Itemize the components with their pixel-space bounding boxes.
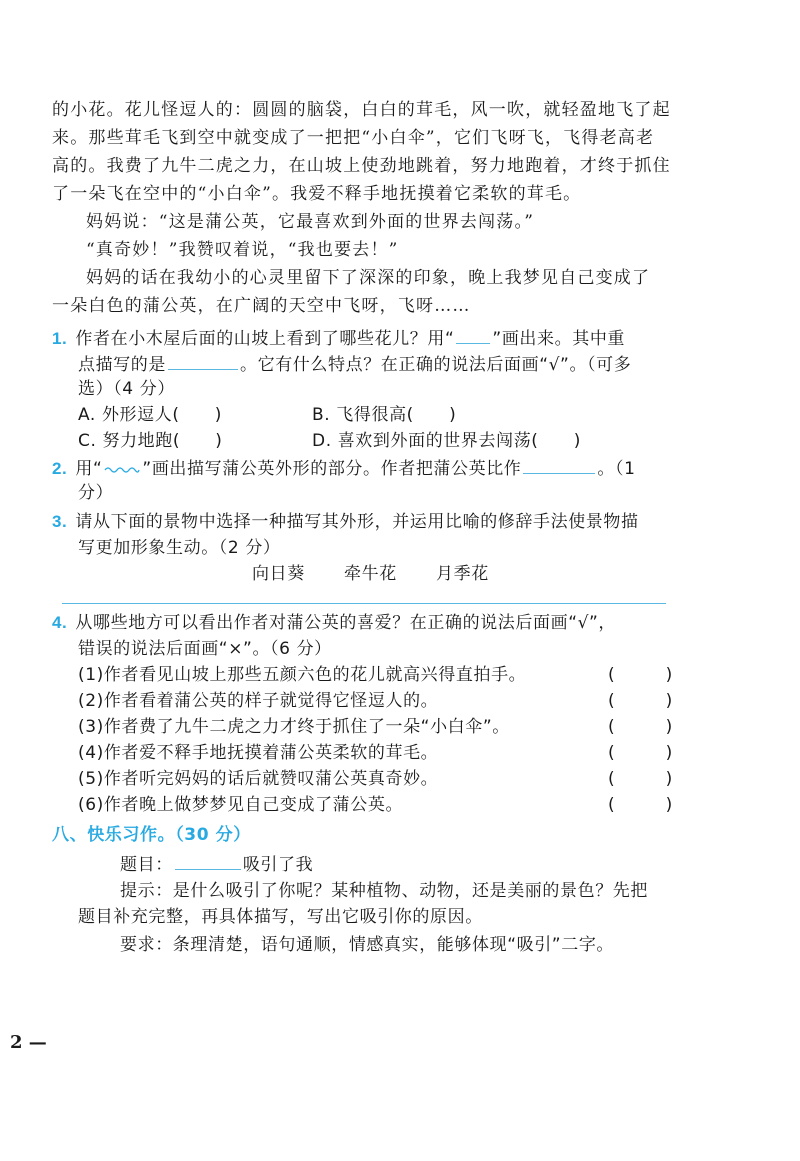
title-blank[interactable]	[175, 851, 241, 870]
answer-line[interactable]	[62, 603, 666, 604]
passage-line: 高的。我费了九牛二虎之力，在山坡上使劲地跳着，努力地跑着，才终于抓住	[52, 156, 671, 176]
question-text: 错误的说法后面画“×”。（6 分）	[78, 639, 332, 659]
passage-line: 一朵白色的蒲公英，在广阔的天空中飞呀，飞呀……	[52, 296, 471, 316]
answer-parentheses[interactable]: ( )	[608, 665, 673, 685]
question-number: 4.	[52, 613, 68, 632]
title-suffix: 吸引了我	[242, 855, 314, 875]
question-text: 分）	[78, 483, 114, 503]
judgement-item: (6)作者晚上做梦梦见自己变成了蒲公英。	[78, 795, 404, 815]
question-text: ”画出描写蒲公英外形的部分。作者把蒲公英比作	[142, 459, 522, 479]
judgement-item: (1)作者看见山坡上那些五颜六色的花儿就高兴得直拍手。	[78, 665, 527, 685]
wavy-line-icon	[104, 460, 140, 474]
option-d[interactable]: D. 喜欢到外面的世界去闯荡( )	[312, 431, 581, 451]
passage-line: 了一朵飞在空中的“小白伞”。我爱不释手地抚摸着它柔软的茸毛。	[52, 184, 582, 204]
passage-line: 妈妈说：“这是蒲公英，它最喜欢到外面的世界去闯荡。”	[86, 212, 535, 232]
judgement-item: (4)作者爱不释手地抚摸着蒲公英柔软的茸毛。	[78, 743, 439, 763]
question-number: 3.	[52, 512, 68, 531]
judgement-item: (2)作者看着蒲公英的样子就觉得它怪逗人的。	[78, 691, 439, 711]
question-text: 用“	[75, 459, 103, 479]
judgement-item: (3)作者费了九牛二虎之力才终于抓住了一朵“小白伞”。	[78, 717, 510, 737]
answer-parentheses[interactable]: ( )	[608, 795, 673, 815]
question-text: 。它有什么特点？在正确的说法后面画“√”。（可多	[240, 355, 632, 375]
option-a[interactable]: A. 外形逗人( )	[78, 405, 223, 425]
question-text: 选）（4 分）	[78, 379, 175, 399]
answer-parentheses[interactable]: ( )	[608, 717, 673, 737]
page-number: 2 —	[10, 1032, 47, 1053]
question-number: 2.	[52, 459, 68, 478]
hint-text: 题目补充完整，再具体描写，写出它吸引你的原因。	[78, 907, 483, 927]
hint-text: 提示：是什么吸引了你呢？某种植物、动物，还是美丽的景色？先把	[120, 881, 648, 901]
underline-blank[interactable]	[456, 325, 490, 344]
passage-line: 的小花。花儿怪逗人的：圆圆的脑袋，白白的茸毛，风一吹，就轻盈地飞了起	[52, 100, 671, 120]
answer-parentheses[interactable]: ( )	[608, 691, 673, 711]
question-text: 点描写的是	[78, 355, 166, 375]
choice-item: 月季花	[436, 564, 489, 584]
answer-parentheses[interactable]: ( )	[608, 743, 673, 763]
option-b[interactable]: B. 飞得很高( )	[312, 405, 457, 425]
choice-item: 向日葵	[252, 564, 305, 584]
choice-item: 牵牛花	[344, 564, 397, 584]
question-text: 作者在小木屋后面的山坡上看到了哪些花儿？用“	[75, 329, 455, 349]
answer-parentheses[interactable]: ( )	[608, 769, 673, 789]
question-text: 从哪些地方可以看出作者对蒲公英的喜爱？在正确的说法后面画“√”，	[75, 613, 617, 633]
question-text: 请从下面的景物中选择一种描写其外形，并运用比喻的修辞手法使景物描	[75, 512, 639, 532]
answer-blank[interactable]	[168, 351, 238, 370]
option-c[interactable]: C. 努力地跑( )	[78, 431, 223, 451]
answer-blank[interactable]	[523, 455, 595, 474]
requirements-text: 要求：条理清楚，语句通顺，情感真实，能够体现“吸引”二字。	[120, 935, 615, 955]
question-text: 写更加形象生动。（2 分）	[78, 538, 281, 558]
question-number: 1.	[52, 329, 68, 348]
passage-line: “真奇妙！”我赞叹着说，“我也要去！”	[86, 240, 399, 260]
passage-line: 来。那些茸毛飞到空中就变成了一把把“小白伞”，它们飞呀飞，飞得老高老	[52, 128, 655, 148]
question-text: ”画出来。其中重	[492, 329, 626, 349]
judgement-item: (5)作者听完妈妈的话后就赞叹蒲公英真奇妙。	[78, 769, 439, 789]
section-heading: 八、快乐习作。（30 分）	[52, 825, 251, 845]
title-label: 题目：	[120, 855, 173, 875]
question-text: 。（1	[597, 459, 636, 479]
passage-line: 妈妈的话在我幼小的心灵里留下了深深的印象，晚上我梦见自己变成了	[86, 268, 651, 288]
